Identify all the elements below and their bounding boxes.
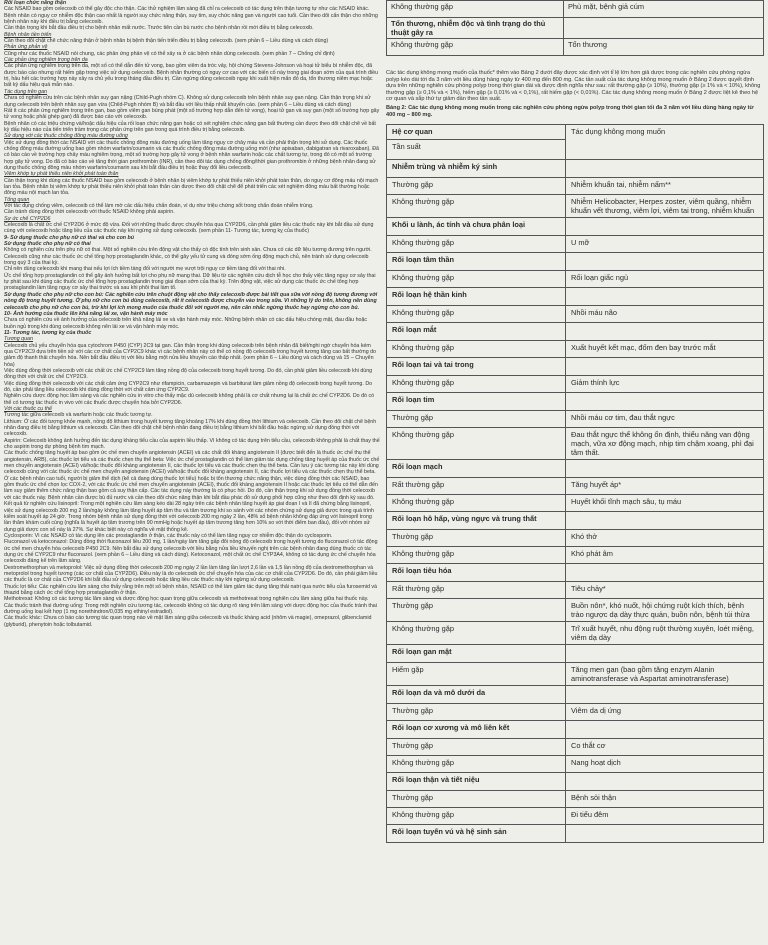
adverse-effect-cell: Tăng huyết áp* — [566, 478, 764, 495]
adverse-effect-cell — [566, 460, 764, 478]
table-row — [387, 376, 764, 393]
table-row — [387, 704, 764, 721]
table-row — [387, 478, 764, 495]
frequency-cell: Rất thường gặp — [387, 478, 566, 495]
table-section-row — [387, 721, 764, 739]
table-row — [387, 411, 764, 428]
section-heading: 10- Ảnh hưởng của thuốc lên khả năng lái xe, vận hành máy móc — [4, 310, 168, 317]
paragraph: Ức chế tổng hợp prostaglandin có thể gây ảnh hưởng bất lợi cho phụ nữ mang thai. Dữ liệu từ các nghiên cứu dịch tễ học cho thấy việc tăng nguy cơ sảy thai tự phát sau khi dùng các thuốc ức chế tổng hợp prostaglandin trong giai đoạn sớm của thai kỳ. Trên động vật, việc sử dụng các thuốc ức chế tổng hợp prostaglandin làm tăng nguy cơ sảy thai trước và sau khi phôi thai làm tổ. — [4, 272, 376, 292]
paragraph: Việc sử dụng đồng thời các NSAID với các thuốc chống đông máu đường uống làm tăng nguy cơ chảy máu và cần phải thận trọng khi sử dụng. Các thuốc chống đông máu đường uống bao gồm nhóm warfarin/coumarin và các thuốc chống đông máu đường uống mới (như apixaban, dabigatran và rivaroxaban). Đã có báo cáo về trường hợp chảy máu nghiêm trọng, một số trường hợp gây tử vong ở bệnh nhân warfarin hoặc các chất tương tự, trong đó có một số trường hợp gây tử vong. Do đã có báo cáo về tăng thời gian prothrombin (INR), cần theo dõi tác dụng chống đông/thời gian prothrombin ở những bệnh nhân đang sử dụng thuốc chống đông máu nhóm warfarin/coumarin sau khi bắt đầu điều trị hoặc thay đổi liều celecoxib. — [4, 139, 379, 171]
organ-system-cell: Rối loạn gan mật — [387, 645, 566, 663]
table-row — [387, 495, 764, 512]
paragraph: Các thuốc chống tăng huyết áp bao gồm ức chế men chuyển angiotensin (ACEI) và các chất đối kháng angiotensin II (được biết đến là thuốc ức chế thụ thể angiotensin, ARB), các thuốc lợi tiểu và các thuốc chẹn thụ thể beta: Việc ức chế prostaglandin có thể làm giảm tác dụng chống tăng huyết áp của thuốc ức chế men chuyển angiotensin (ACEI) và/hoặc thuốc đối kháng angiotensin II, các thuốc lợi tiểu và các thuốc chẹn thụ thể beta. Cần lưu ý các tương tác này khi dùng celecoxib cùng với các thuốc ức chế men chuyển angiotensin (ACEI) và/hoặc thuốc đối kháng angiotensin II, các thuốc lợi tiểu và các thuốc chẹn thụ thể beta. — [4, 450, 380, 476]
paragraph: Không có nghiên cứu trên phụ nữ có thai. Một số nghiên cứu trên động vật cho thấy có độc tính trên sinh sản. Chưa có các dữ liệu tương đương trên người. — [4, 247, 372, 254]
table-section-row — [387, 358, 764, 376]
paragraph: Cũng như các thuốc NSAID nói chung, các phản ứng phản vệ có thể xảy ra ở các bệnh nhân dùng celecoxib. (xem phần 7 – Chống chỉ định) — [4, 50, 335, 57]
table-row — [387, 195, 764, 218]
organ-system-cell: Rối loạn tim — [387, 393, 566, 411]
frequency-cell: Không thường gặp — [387, 622, 566, 645]
organ-system-cell: Tổn thương, nhiễm độc và tình trạng do thủ thuật gây ra — [387, 18, 564, 39]
paragraph: Rất ít các phản ứng nghiêm trọng trên gan, bao gồm viêm gan bùng phát (một số trường hợp dẫn đến tử vong), hoại tử gan và suy gan (một số trường hợp gây tử vong hoặc phải ghép gan) đã được báo cáo với celecoxib. — [4, 107, 380, 121]
table-row — [387, 341, 764, 358]
paragraph: Ở các bệnh nhân cao tuổi, người bị giảm thể dịch (kể cả đang dùng thuốc lợi tiểu) hoặc bị tổn thương chức năng thận, việc dùng đồng thời các NSAID, bao gồm thuốc ức chế chọn lọc COX-2, với các thuốc ức chế men chuyển angiotensin (ACEI), thuốc đối kháng angiotensin II hoặc các thuốc lợi tiểu có thể dẫn đến làm suy giảm thêm chức năng thận bao gồm cả suy thận cấp. Các tác dụng này thường là có phục hồi. Do đó, cần thận trọng khi sử dụng đồng thời celecoxib với các thuốc này. Bệnh nhân cần được bù đủ nước và cần theo dõi chức năng thận khi bắt đầu phác đồ sử dụng phối hợp cũng như theo dõi định kỳ sau đó. — [4, 475, 378, 501]
organ-system-cell: Nhiễm trùng và nhiễm ký sinh — [387, 160, 566, 178]
adverse-effect-cell: Nhiễm Helicobacter, Herpes zoster, viêm quầng, nhiễm khuẩn vết thương, viêm lợi, viêm tai trong, nhiễm khuẩn — [566, 195, 764, 218]
paragraph: Các NSAID bao gồm celecoxib có thể gây độc cho thận. Các thử nghiệm lâm sàng đã chỉ ra celecoxib có tác dụng trên thận tương tự như các NSAID khác. Bệnh nhân có nguy cơ nhiễm độc thận cao nhất là người suy chức năng thận, suy tim, suy chức năng gan và người cao tuổi. Cần theo dõi cẩn thận cho những bệnh nhân này khi điều trị bằng celecoxib. — [4, 6, 378, 26]
table2-intro-text: Các tác dụng không mong muốn của thuốc* thêm vào Bảng 2 dưới đây được xác định với tỉ lệ lớn hơn giả dược trong các nghiên cứu phòng ngừa polyp kéo dài tới đa 3 năm với liều dùng hàng ngày từ 400 mg đến 800 mg. Các tần suất của tác dụng không mong muốn ở Bảng 2 được quyết định dựa trên những nghiên cứu phòng polyp trong thời gian dài và được định nghĩa như sau: rất thường gặp (≥ 10%), thường gặp (≥ 1% và < 10%), không thường gặp (≥ 0,1% và < 1%), hiếm gặp (≥ 0,01% và < 0,1%), rất hiếm gặp (< 0,01%). Các tác dụng không mong muốn ở Bảng 2 được liệt kê theo hệ cơ quan và sắp thứ tự giảm dần theo tần suất. — [386, 70, 761, 103]
frequency-cell: Thường gặp — [387, 178, 566, 195]
table-row — [387, 582, 764, 599]
paragraph: Lithium: Ở các đối tượng khỏe mạnh, nồng độ lithium trong huyết tương tăng khoảng 17% khi dùng đồng thời lithium và celecoxib. Cần theo dõi chặt chẽ bệnh nhân đang điều trị bằng lithium và celecoxib. Cần theo dõi chặt chẽ bệnh nhân đang điều trị bằng lithium khi bắt đầu hoặc ngừng sử dụng đồng thời với celecoxib. — [4, 418, 377, 438]
adverse-effect-cell — [566, 253, 764, 271]
adverse-effect-cell — [566, 564, 764, 582]
table2-header-col1 — [387, 125, 566, 160]
organ-system-cell: Rối loạn tai và tai trong — [387, 358, 566, 376]
frequency-cell: Không thường gặp — [387, 547, 566, 564]
section-heading: Sử dụng thuốc cho phụ nữ cho con bú: Các nghiên cứu trên chuột động vật cho thấy celecoxib được bài tiết qua sữa với nồng độ tương đương với nồng độ trong huyết tương. Ở phụ nữ cho con bú dùng celecoxib, rất ít celecoxib được chuyển vào trong sữa. Vì những lý do trên, không nên dùng celecoxib cho phụ nữ cho con bú, trừ khi lợi ích mong muốn của thuốc đối với người mẹ, nên cân nhắc ngừng thuốc hay ngừng cho con bú. — [4, 291, 378, 311]
paragraph: Cần thận trọng khi bắt đầu điều trị cho bệnh nhân mất nước. Trước tiên cần bù nước cho bệnh nhân rồi mới điều trị bằng celecoxib. — [4, 25, 314, 32]
adverse-effect-cell: Khó phát âm — [566, 547, 764, 564]
adverse-effect-cell — [566, 323, 764, 341]
adverse-effect-cell: Rối loạn giấc ngủ — [566, 271, 764, 288]
table-row — [387, 599, 764, 622]
paragraph: Celecoxib là chất ức chế CYP2D6 ở mức độ vừa. Đối với những thuốc được chuyển hóa qua CYP2D6, cần phải giảm liều các thuốc này khi bắt đầu sử dụng cùng với celecoxib hoặc tăng liều của các thuốc này khi ngừng sử dụng celecoxib. (xem phần 11- Tương tác, tương kỵ của thuốc) — [4, 222, 374, 235]
frequency-cell: Không thường gặp — [387, 495, 566, 512]
table-row — [387, 39, 764, 56]
table-section-row — [387, 18, 764, 39]
frequency-cell: Không thường gặp — [387, 39, 564, 56]
table-section-row — [387, 564, 764, 582]
table-section-row — [387, 645, 764, 663]
paragraph: Với tác dụng chống viêm, celecoxib có thể làm mờ các dấu hiệu chẩn đoán, ví dụ như triệu chứng sốt trong chẩn đoán nhiễm trùng. — [4, 203, 314, 209]
organ-system-cell: Rối loạn tuyến vú và hệ sinh sản — [387, 825, 566, 843]
table2-header-row — [387, 125, 764, 160]
frequency-cell: Thường gặp — [387, 704, 566, 721]
table-row — [387, 530, 764, 547]
paragraph: Các thuốc tránh thai đường uống: Trong một nghiên cứu tương tác, celecoxib không có tác dụng rõ ràng trên lâm sàng với dược động học của thuốc tránh thai đường uống loại kết hợp (1 mg norethindron/0,035 mg ethinyl estradiol). — [4, 602, 377, 615]
organ-system-cell: Rối loạn thận và tiết niệu — [387, 773, 566, 791]
frequency-cell: Thường gặp — [387, 739, 566, 756]
adverse-effect-cell: Tiêu chảy* — [566, 582, 764, 599]
paragraph: Cần tránh dùng đồng thời celecoxib với thuốc NSAID không phải aspirin. — [4, 209, 175, 216]
table-section-row — [387, 825, 764, 843]
paragraph: Cần thận trọng khi dùng các thuốc NSAID bao gồm celecoxib ở bệnh nhân bị viêm khớp tự phát thiếu niên khởi phát toàn thân, do nguy cơ đông máu nội mạch lan tỏa. Bệnh nhân bị viêm khớp tự phát thiếu niên khởi phát toàn thân cần được theo dõi chặt chẽ để phát triển các xét nghiệm đông máu bất thường hoặc đông máu nội mạch lan tỏa. — [4, 177, 379, 197]
left-text-column — [4, 0, 380, 945]
table-row — [387, 791, 764, 808]
adverse-effect-cell: Đau thắt ngực thể không ổn định, thiểu năng van động mạch, vữa xơ động mạch, nhịp tim chậm xoang, phì đại tâm thất. — [566, 428, 764, 460]
paragraph: Dextromethorphan và metoprolol: Việc sử dụng đồng thời celecoxib 200 mg ngày 2 lần làm tăng lần lượt 2,6 lần và 1,5 lần nồng độ của dextromethorphan và metoprolol trong huyết tương (các cơ chất của CYP2D6). Điều này là do celecoxib ức chế chuyển hóa của các cơ chất của CYP2D6. Do đó, cần phải giảm liều các thuốc là cơ chất của CYP2D6 khi bắt đầu sử dụng celecoxib hoặc tăng liều các thuốc này khi ngừng sử dụng celecoxib. — [4, 564, 378, 584]
frequency-cell: Thường gặp — [387, 530, 566, 547]
adverse-effect-cell: Bệnh sỏi thận — [566, 791, 764, 808]
frequency-cell: Không thường gặp — [387, 341, 566, 358]
header-frequency: Tần suất — [387, 139, 565, 151]
paragraph: Celecoxib chủ yếu chuyển hóa qua cytochrom P450 (CYP) 2C9 tại gan. Cần thận trọng khi dùng celecoxib trên bệnh nhân đã biết/nghi ngờ chuyển hóa kém qua CYP2C9 dựa trên tiền sử với các cơ chất của CYP2C9 khác vì các bệnh nhân này có thể có nồng độ celecoxib trong huyết tương tăng cao bất thường do giảm độ thanh thải chuyển hóa. Nên bắt đầu điều trị với liều bằng một nửa liều khuyến cáo thấp nhất. (xem phần 6 – Liều dùng và cách dùng và 15 – Chuyển hóa) — [4, 342, 377, 368]
organ-system-cell: Rối loạn mắt — [387, 323, 566, 341]
paragraph: Các phản ứng nghiêm trọng trên da, một số có thể dẫn đến tử vong, bao gồm viêm da tróc vảy, hội chứng Stevens-Johnson và hoại tử biểu bì nhiễm độc, đã được báo cáo nhưng rất hiếm gặp trong việc sử dụng celecoxib. Bệnh nhân thường có nguy cơ cao với các biến cố này trong giai đoạn sớm của quá trình điều trị, hầu hết các trường hợp này xảy ra chủ yếu trong tháng đầu điều trị. Cần ngừng dùng celecoxib ngay khi xuất hiện mẩn đỏ da, tổn thương niêm mạc hoặc bất kỳ dấu hiệu quá mẫn nào. — [4, 63, 379, 89]
table2-intro — [386, 70, 764, 118]
adverse-effect-cell — [566, 645, 764, 663]
adverse-effect-cell: Nhiễm khuẩn tai, nhiễm nấm** — [566, 178, 764, 195]
adverse-effect-cell: Đi tiểu đêm — [566, 808, 764, 825]
frequency-cell: Không thường gặp — [387, 1, 564, 18]
table-row — [387, 622, 764, 645]
paragraph: Thuốc lợi tiểu: Các nghiên cứu lâm sàng cho thấy rằng trên một số bệnh nhân, NSAID có thể làm giảm tác dụng tăng thải natri qua nước tiểu của furosemid và thiazid bằng cách ức chế tổng hợp prostaglandin ở thận. — [4, 583, 377, 596]
frequency-cell: Không thường gặp — [387, 428, 566, 460]
table-section-row — [387, 323, 764, 341]
table-row — [387, 271, 764, 288]
table-section-row — [387, 218, 764, 236]
section-heading: Sự ức chế CYP2D6 — [4, 215, 51, 222]
table-row — [387, 236, 764, 253]
paragraph: Chưa có nghiên cứu trên các bệnh nhân suy gan nặng (Child-Pugh nhóm C). Không sử dụng celecoxib trên bệnh nhân suy gan nặng. Cần thận trọng khi sử dụng celecoxib trên bệnh nhân suy gan vừa (Child-Pugh nhóm B) và bắt đầu với liều thấp nhất khuyến cáo. (xem phần 6 – Liều dùng và cách dùng) — [4, 95, 371, 108]
paragraph: Chưa có nghiên cứu về ảnh hưởng của celecoxib trên khả năng lái xe và vận hành máy móc. Những bệnh nhân có các dấu hiệu chóng mặt, đau đầu hoặc buồn ngủ trong khi dùng celecoxib không nên lái xe và vận hành máy móc. — [4, 317, 368, 330]
adverse-effect-cell: Giảm thính lực — [566, 376, 764, 393]
table-section-row — [387, 393, 764, 411]
table-row — [387, 178, 764, 195]
organ-system-cell: Khối u lành, ác tính và chưa phân loại — [387, 218, 566, 236]
table-section-row — [387, 288, 764, 306]
adverse-effect-cell: Tổn thương — [564, 39, 764, 56]
organ-system-cell: Rối loạn mạch — [387, 460, 566, 478]
section-heading: Sử dụng với các thuốc chống đông máu đường uống — [4, 133, 128, 140]
paragraph: Tương tác giữa celecoxib và warfarin hoặc các thuốc tương tự. — [4, 412, 153, 419]
adverse-effect-cell — [566, 825, 764, 843]
table2-adverse-effects — [386, 124, 764, 843]
section-heading: Viêm khớp tự phát thiếu niên khởi phát toàn thân — [4, 171, 119, 178]
section-heading: Phản ứng phản vệ — [4, 44, 48, 51]
frequency-cell: Thường gặp — [387, 791, 566, 808]
frequency-cell: Không thường gặp — [387, 271, 566, 288]
frequency-cell: Không thường gặp — [387, 376, 566, 393]
paragraph: Bệnh nhân có các triệu chứng và/hoặc dấu hiệu của rối loạn chức năng gan hoặc có xét nghiệm chức năng gan bất thường cần được theo dõi chặt chẽ về bất kỳ dấu hiệu nào của tiến triển trầm trọng các phản ứng trên gan trong quá trình điều trị bằng celecoxib. — [4, 120, 376, 133]
frequency-cell: Hiếm gặp — [387, 663, 566, 686]
adverse-effect-cell: Nhồi máu não — [566, 306, 764, 323]
adverse-effect-cell: Buồn nôn*, khó nuốt, hội chứng ruột kích thích, bệnh trào ngược dạ dày thực quản, buồn nôn, bệnh túi thừa — [566, 599, 764, 622]
adverse-effects-table-continued — [386, 0, 764, 56]
organ-system-cell: Rối loạn da và mô dưới da — [387, 686, 566, 704]
paragraph: Chỉ nên dùng celecoxib khi mang thai nếu lợi ích tiềm tàng đối với người mẹ vượt trội nguy cơ tiềm tàng đối với thai nhi. — [4, 266, 286, 273]
paragraph: Fluconazol và ketoconazol: Dùng đồng thời fluconazol liều 200 mg, 1 lần/ngày làm tăng gấp đôi nồng độ celecoxib trong huyết tương do fluconazol có tác động ức chế men chuyển hóa celecoxib P450 2C9. Nên bắt đầu sử dụng celecoxib với liều bằng nửa liều khuyến nghị trên các bệnh nhân đang dùng thuốc có tác dụng ức chế CYP2C9 như fluconazol. (xem phần 6 – Liều dùng và cách dùng). Ketoconazol, một chất ức chế CYP3A4, không có tác dụng ức chế chuyển hóa celecoxib đáng kể trên lâm sàng. — [4, 539, 378, 565]
adverse-effect-cell: U mỡ — [566, 236, 764, 253]
adverse-effect-cell: Phù mặt, bệnh giả cúm — [564, 1, 764, 18]
frequency-cell: Rất thường gặp — [387, 582, 566, 599]
adverse-effect-cell: Trĩ xuất huyết, nhu động ruột thường xuyên, loét miệng, viêm dạ dày — [566, 622, 764, 645]
adverse-effect-cell: Co thắt cơ — [566, 739, 764, 756]
header-organ-system: Hệ cơ quan — [392, 127, 433, 137]
table-section-row — [387, 160, 764, 178]
paragraph: Cần theo dõi chặt chẽ chức năng thận ở bệnh nhân bị bệnh thận tiến triển điều trị bằng celecoxib. (xem phần 6 – Liều dùng và cách dùng) — [4, 38, 329, 45]
section-heading: Tương quan — [4, 336, 33, 343]
paragraph: Nghiên cứu dược động học lâm sàng và các nghiên cứu in vitro cho thấy mặc dù celecoxib không phải là cơ chất nhưng lại là chất ức chế CYP2D6. Do đó có thể có tương tác thuốc in vivo với các thuốc được chuyển hóa bởi CYP2D6. — [4, 393, 375, 406]
section-heading: 9- Sử dụng thuốc cho phụ nữ có thai và cho con bú — [4, 234, 134, 241]
section-heading: Các phản ứng nghiêm trọng trên da — [4, 57, 88, 64]
table-row — [387, 428, 764, 460]
paragraph: Methotrexat: Không có các tương tác lâm sàng và dược động học quan trọng giữa celecoxib và methotrexat trong nghiên cứu lâm sàng giữa hai thuốc này. — [4, 596, 369, 603]
organ-system-cell: Rối loạn hệ thần kinh — [387, 288, 566, 306]
section-heading: 11- Tương tác, tương kỵ của thuốc — [4, 329, 92, 336]
adverse-effect-cell: Xuất huyết kết mạc, đốm đen bay trước mắt — [566, 341, 764, 358]
adverse-effect-cell: Khó thở — [566, 530, 764, 547]
adverse-effect-cell — [566, 288, 764, 306]
frequency-cell: Thường gặp — [387, 411, 566, 428]
adverse-effect-cell — [564, 18, 764, 39]
frequency-cell: Không thường gặp — [387, 236, 566, 253]
table-section-row — [387, 512, 764, 530]
adverse-effect-cell: Viêm da dị ứng — [566, 704, 764, 721]
frequency-cell: Không thường gặp — [387, 306, 566, 323]
paragraph: Aspirin: Celecoxib không ảnh hưởng đến tác dụng kháng tiểu cầu của aspirin liều thấp. Vì không có tác dụng trên tiểu cầu, celecoxib không phải là chất thay thế cho aspirin trong dự phòng bệnh tim mạch. — [4, 437, 380, 451]
table-section-row — [387, 460, 764, 478]
table-row — [387, 663, 764, 686]
table-row — [387, 756, 764, 773]
paragraph: Celecoxib cũng như các thuốc ức chế tổng hợp prostaglandin khác, có thể gây yếu tử cung và đóng sớm ống động mạch chủ, nên tránh sử dụng celecoxib trong quý 3 của thai kỳ. — [4, 253, 369, 267]
table-row — [387, 306, 764, 323]
organ-system-cell: Rối loạn tâm thần — [387, 253, 566, 271]
table-section-row — [387, 253, 764, 271]
adverse-effect-cell: Nhồi máu cơ tim, đau thắt ngực — [566, 411, 764, 428]
table-row — [387, 739, 764, 756]
section-heading: Tác dụng trên gan — [4, 88, 47, 95]
header-adverse-effect: Tác dụng không mong muốn — [566, 125, 764, 160]
paragraph: Việc dùng đồng thời celecoxib với các chất cảm ứng CYP2C9 như rifampicin, carbamazepin và barbiturat làm giảm nồng độ celecoxib trong huyết tương. Do đó, cần phải tăng liều celecoxib khi dùng đồng thời với chất cảm ứng CYP2C9. — [4, 380, 373, 393]
section-heading: Rối loạn chức năng thận — [4, 0, 67, 6]
adverse-effect-cell — [566, 512, 764, 530]
adverse-effect-cell — [566, 160, 764, 178]
frequency-cell: Không thường gặp — [387, 808, 566, 825]
frequency-cell: Không thường gặp — [387, 195, 566, 218]
adverse-effect-cell: Nang hoạt dịch — [566, 756, 764, 773]
adverse-effect-cell: Tăng men gan (bao gồm tăng enzym Alanin aminotransferase và Aspartat aminotransferase) — [566, 663, 764, 686]
table-section-row — [387, 686, 764, 704]
table-section-row — [387, 773, 764, 791]
paragraph: Việc dùng đồng thời celecoxib với các chất ức chế CYP2C9 làm tăng nồng độ của celecoxib trong huyết tương. Do đó, cần phải giảm liều celecoxib khi dùng đồng thời với chất ức chế CYP2C9. — [4, 367, 373, 381]
adverse-effect-cell — [566, 721, 764, 739]
frequency-cell: Không thường gặp — [387, 756, 566, 773]
table-row — [387, 808, 764, 825]
adverse-effect-cell — [566, 773, 764, 791]
adverse-effect-cell — [566, 393, 764, 411]
section-heading: Bệnh nhân tiền triển — [4, 31, 52, 38]
organ-system-cell: Rối loạn cơ xương và mô liên kết — [387, 721, 566, 739]
frequency-cell: Thường gặp — [387, 599, 566, 622]
table2-caption: Bảng 2: Các tác dụng không mong muốn trong các nghiên cứu phòng ngừa polyp trong thời gian tối đa 3 năm với liều dùng hàng ngày từ 400 mg – 800 mg. — [386, 104, 754, 118]
table-row — [387, 1, 764, 18]
adverse-effect-cell — [566, 686, 764, 704]
paragraph: Các thuốc khác: Chưa có báo cáo tương tác quan trọng nào về mặt lâm sàng giữa celecoxib và thuốc kháng acid (nhôm và magie), omeprazol, glibenclamid (glyburid), phenytoin hoặc tolbutamid. — [4, 615, 372, 628]
paragraph: Cyclosporin: Vì các NSAID có tác dụng lên các prostaglandin ở thận, các thuốc này có thể làm tăng nguy cơ nhiễm độc thận do cyclosporin. — [4, 532, 333, 539]
right-column — [386, 0, 764, 945]
section-heading: Tổng quan — [4, 196, 30, 203]
table-row — [387, 547, 764, 564]
section-heading: Sử dụng thuốc cho phụ nữ có thai — [4, 241, 91, 248]
paragraph: Kết quả từ nghiên cứu lisinopril: Trong một nghiên cứu lâm sàng kéo dài 28 ngày trên các bệnh nhân tăng huyết áp giai đoạn I và II đã chứng bằng lisinopril, việc sử dụng celecoxib 200 mg 2 lần/ngày không làm tăng huyết áp tâm thu và tâm trương khi so sánh với các nhóm chứng sử dụng giả dược trong quá trình kiểm soát huyết áp 24 giờ. Trong nhóm bệnh nhân sử dụng đồng thời với celecoxib 200 mg ngày 2 lần, 48% số bệnh nhân không đáp ứng với lisinopril trong lần thăm khám cuối cùng (nghĩa là huyết áp tâm trương trên 90 mmHg hoặc huyết áp tâm trương tăng hơn 10% so với thời điểm ban đầu), đối với nhóm sử dụng giả dược con số này là 27%. Sự khác biệt này có nghĩa về mặt thống kê. — [4, 501, 375, 533]
organ-system-cell: Rối loạn tiêu hóa — [387, 564, 566, 582]
organ-system-cell: Rối loạn hô hấp, vùng ngực và trung thất — [387, 512, 566, 530]
adverse-effect-cell: Huyết khối tĩnh mạch sâu, tụ máu — [566, 495, 764, 512]
adverse-effect-cell — [566, 358, 764, 376]
section-heading: Với các thuốc cụ thể — [4, 406, 52, 412]
adverse-effect-cell — [566, 218, 764, 236]
